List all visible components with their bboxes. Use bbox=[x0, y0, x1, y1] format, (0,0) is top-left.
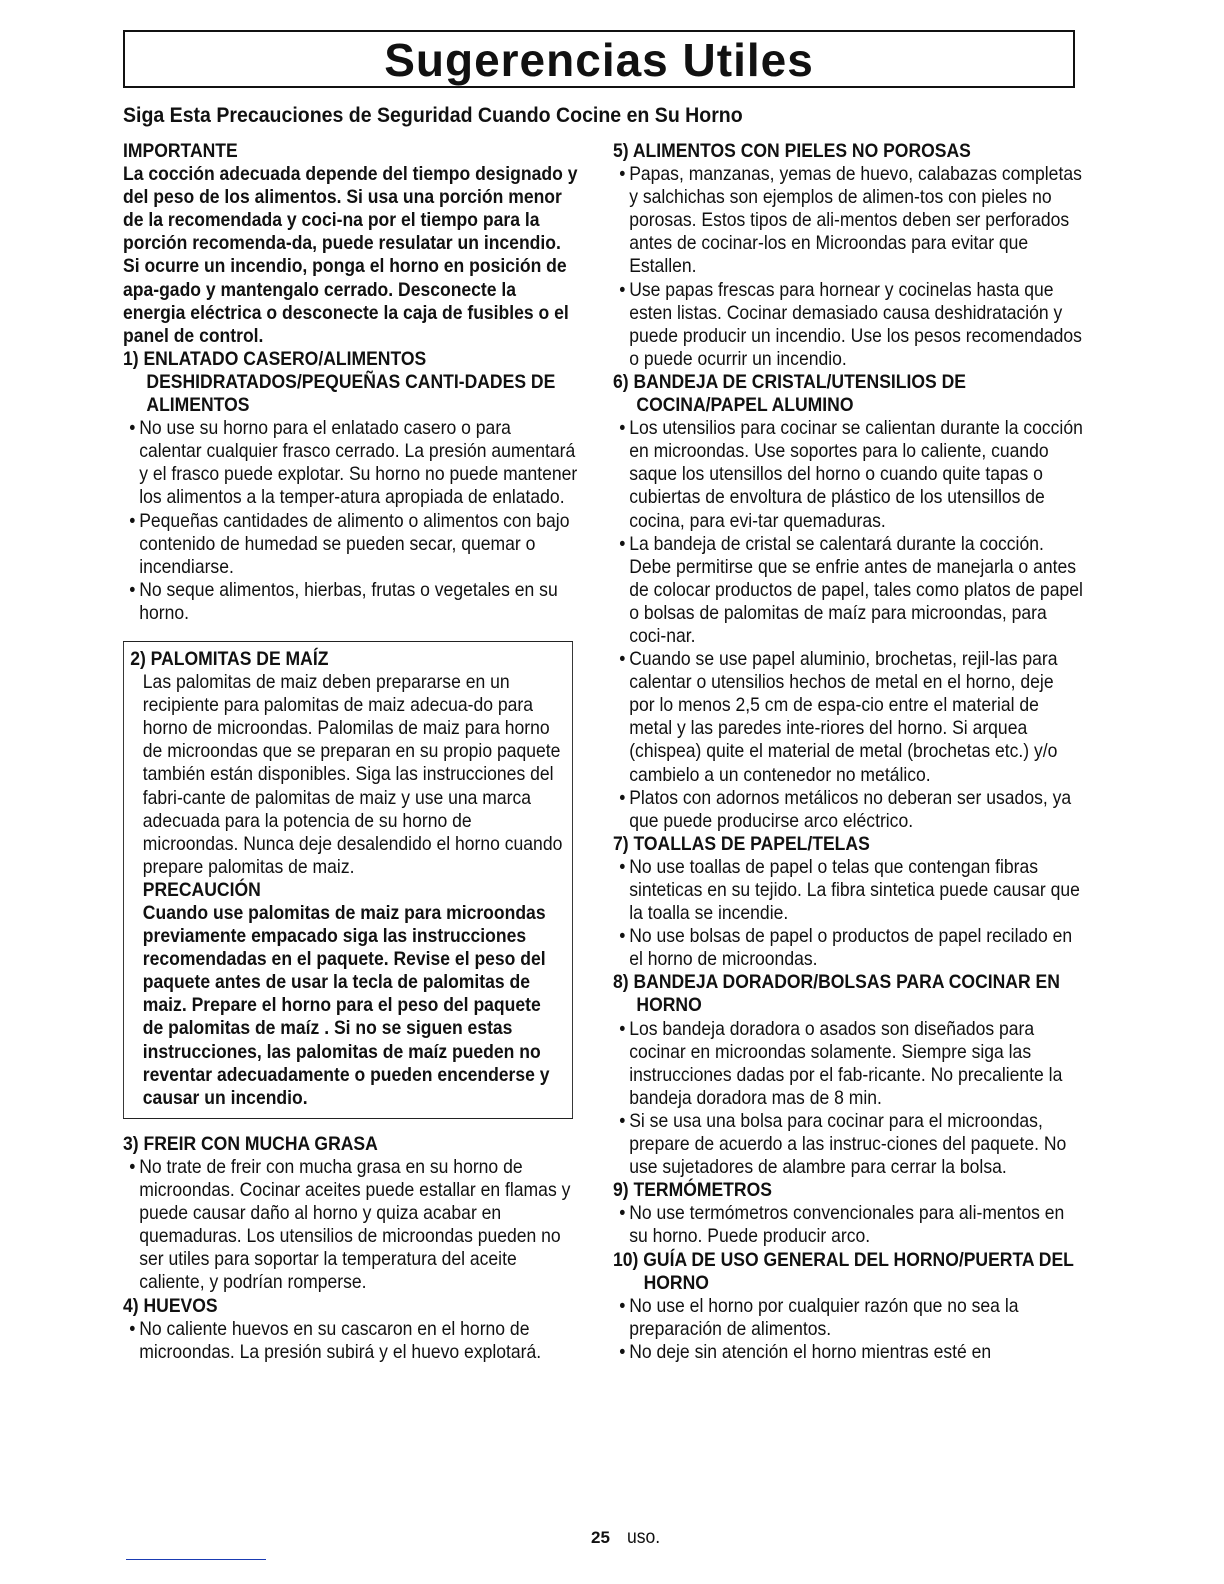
popcorn-box bbox=[123, 641, 573, 1119]
section-1-list bbox=[123, 417, 578, 625]
list-item: • Si se usa una bolsa para cocinar para el microondas, prepare de acuerdo a las instruc-ciones del paquete. No use sujetadores de alambre para cerrar la bolsa. bbox=[613, 1110, 1083, 1179]
list-item: • No seque alimentos, hierbas, frutas o vegetales en su horno. bbox=[123, 579, 578, 625]
list-item: • Pequeñas cantidades de alimento o alimentos con bajo contenido de humedad se pueden secar, quemar o incendiarse. bbox=[123, 510, 578, 579]
right-column bbox=[613, 140, 1083, 1364]
list-item: • La bandeja de cristal se calentará durante la cocción. Debe permitirse que se enfrie antes de manejarla o antes de colocar productos de papel, tales como platos de papel o bolsas de palomitas de maíz para microondas, para coci-nar. bbox=[613, 533, 1083, 648]
section-3-list bbox=[123, 1156, 578, 1295]
section-4-heading: 4) HUEVOS bbox=[123, 1294, 218, 1317]
list-item: • No use toallas de papel o telas que contengan fibras sinteticas en su tejido. La fibra sintetica puede causar que la toalla se incendie. bbox=[613, 856, 1083, 925]
section-3-heading: 3) FREIR CON MUCHA GRASA bbox=[123, 1132, 378, 1155]
importante-heading: IMPORTANTE bbox=[123, 140, 238, 162]
list-item: • No use el horno por cualquier razón que no sea la preparación de alimentos. bbox=[613, 1295, 1083, 1341]
footer-rule bbox=[126, 1559, 266, 1560]
section-6-list bbox=[613, 417, 1083, 833]
section-8-heading: 8) BANDEJA DORADOR/BOLSAS PARA COCINAR EN HORNO bbox=[613, 971, 1060, 1017]
list-item: • No deje sin atención el horno mientras esté en bbox=[613, 1341, 1083, 1364]
list-item: • Los utensilios para cocinar se calientan durante la cocción en microondas. Use soportes para lo caliente, cuando saque los utensillos del horno o cuando quite tapas o cubiertas de envoltura de plástico de los utensillos de cocina, para evi-tar quemaduras. bbox=[613, 417, 1083, 532]
page-number: 25 bbox=[591, 1528, 610, 1547]
section-2-text: Las palomitas de maiz deben prepararse en un recipiente para palomitas de maiz adecua-do para horno de microondas. Palomilas de maiz para horno de microondas que se preparan en su propio paquete también están disponibles. Siga las instrucciones del fabri-cante de palomitas de maiz y use una marca adecuada para la potencia de su horno de microondas. Nunca deje desalendido el horno cuando prepare palomitas de maiz. bbox=[142, 671, 563, 878]
section-6-heading: 6) BANDEJA DE CRISTAL/UTENSILIOS DE COCINA/PAPEL ALUMINO bbox=[613, 370, 966, 417]
list-item: • No use su horno para el enlatado casero o para calentar cualquier frasco cerrado. La presión aumentará y el frasco puede explotar. Su horno no puede mantener los alimentos a la temper-atura apropiada de enlatado. bbox=[123, 417, 578, 509]
section-1-heading: 1) ENLATADO CASERO/ALIMENTOS DESHIDRATADOS/PEQUEÑAS CANTI-DADES DE ALIMENTOS bbox=[123, 347, 556, 417]
section-5-heading: 5) ALIMENTOS CON PIELES NO POROSAS bbox=[613, 140, 971, 162]
list-item: • No caliente huevos en su cascaron en el horno de microondas. La presión subirá y el huevo explotará. bbox=[123, 1318, 578, 1364]
list-item: • No use termómetros convencionales para ali-mentos en su horno. Puede producir arco. bbox=[613, 1202, 1083, 1248]
caution-text: Cuando use palomitas de maiz para microondas previamente empacado siga las instrucciones recomendadas en el paquete. Revise el peso del paquete antes de usar la tecla de palomitas de maiz. Prepare el horno para el peso del paquete de palomitas de maíz . Si no se siguen estas instrucciones, las palomitas de maíz pueden no reventar adecuadamente o pueden encenderse y causar un incendio. bbox=[142, 902, 550, 1109]
section-10-list bbox=[613, 1295, 1083, 1364]
list-item: • Use papas frescas para hornear y cocinelas hasta que esten listas. Cocinar demasiado causa deshidratación y puede producir un incendio. Use los pesos recomendados o puede ocurrir un incendio. bbox=[613, 279, 1083, 371]
section-7-heading: 7) TOALLAS DE PAPEL/TELAS bbox=[613, 832, 870, 855]
section-10-heading: 10) GUÍA DE USO GENERAL DEL HORNO/PUERTA DEL HORNO bbox=[613, 1248, 1074, 1294]
title-box bbox=[123, 30, 1075, 88]
list-item: • Platos con adornos metálicos no deberan ser usados, ya que puede producirse arco eléctrico. bbox=[613, 787, 1083, 833]
section-7-list bbox=[613, 856, 1083, 971]
page-continuation: uso. bbox=[627, 1526, 661, 1548]
list-item: • No use bolsas de papel o productos de papel recilado en el horno de microondas. bbox=[613, 925, 1083, 971]
section-4-list bbox=[123, 1318, 578, 1364]
section-9-list bbox=[613, 1202, 1083, 1248]
list-item: • Cuando se use papel aluminio, brochetas, rejil-las para calentar o utensilios hechos de metal en el horno, deje por lo menos 2,5 cm de espa-cio entre el material de metal y las paredes inte-riores del horno. Si arquea (chispea) quite el material de metal (brochetas etc.) y/o cambielo a un contenedor no metálico. bbox=[613, 648, 1083, 787]
caution-heading: PRECAUCIÓN bbox=[142, 878, 261, 901]
section-8-list bbox=[613, 1018, 1083, 1180]
list-item: • Papas, manzanas, yemas de huevo, calabazas completas y salchichas son ejemplos de alimen-tos con pieles no porosas. Estos tipos de ali-mentos deben ser perforados antes de cocinar-los en Microondas para evitar que Estallen. bbox=[613, 163, 1083, 278]
importante-text: La cocción adecuada depende del tiempo designado y del peso de los alimentos. Si usa una porción menor de la recomendada y coci-na por el tiempo para la porción recomenda-da, puede resulatar un incendio. Si ocurre un incendio, ponga el horno en posición de apa-gado y mantengalo cerrado. Desconecte la energia eléctrica o desconecte la caja de fusibles o el panel de control. bbox=[123, 163, 578, 347]
left-column bbox=[123, 140, 578, 1364]
list-item: • No trate de freir con mucha grasa en su horno de microondas. Cocinar aceites puede estallar en flamas y puede causar daño al horno y quiza acabar en quemaduras. Los utensilios de microondas pueden no ser utiles para soportar la temperatura del aceite caliente, y podrían romperse. bbox=[123, 1156, 578, 1295]
section-2-heading: 2) PALOMITAS DE MAÍZ bbox=[130, 647, 329, 670]
page-title: Sugerencias Utiles bbox=[384, 34, 814, 86]
list-item: • Los bandeja doradora o asados son diseñados para cocinar en microondas solamente. Siempre siga las instrucciones dadas por el fab-ricante. No precaliente la bandeja doradora mas de 8 min. bbox=[613, 1018, 1083, 1110]
subtitle: Siga Esta Precauciones de Seguridad Cuando Cocine en Su Horno bbox=[123, 104, 743, 127]
section-9-heading: 9) TERMÓMETROS bbox=[613, 1179, 772, 1202]
section-5-list bbox=[613, 163, 1083, 371]
